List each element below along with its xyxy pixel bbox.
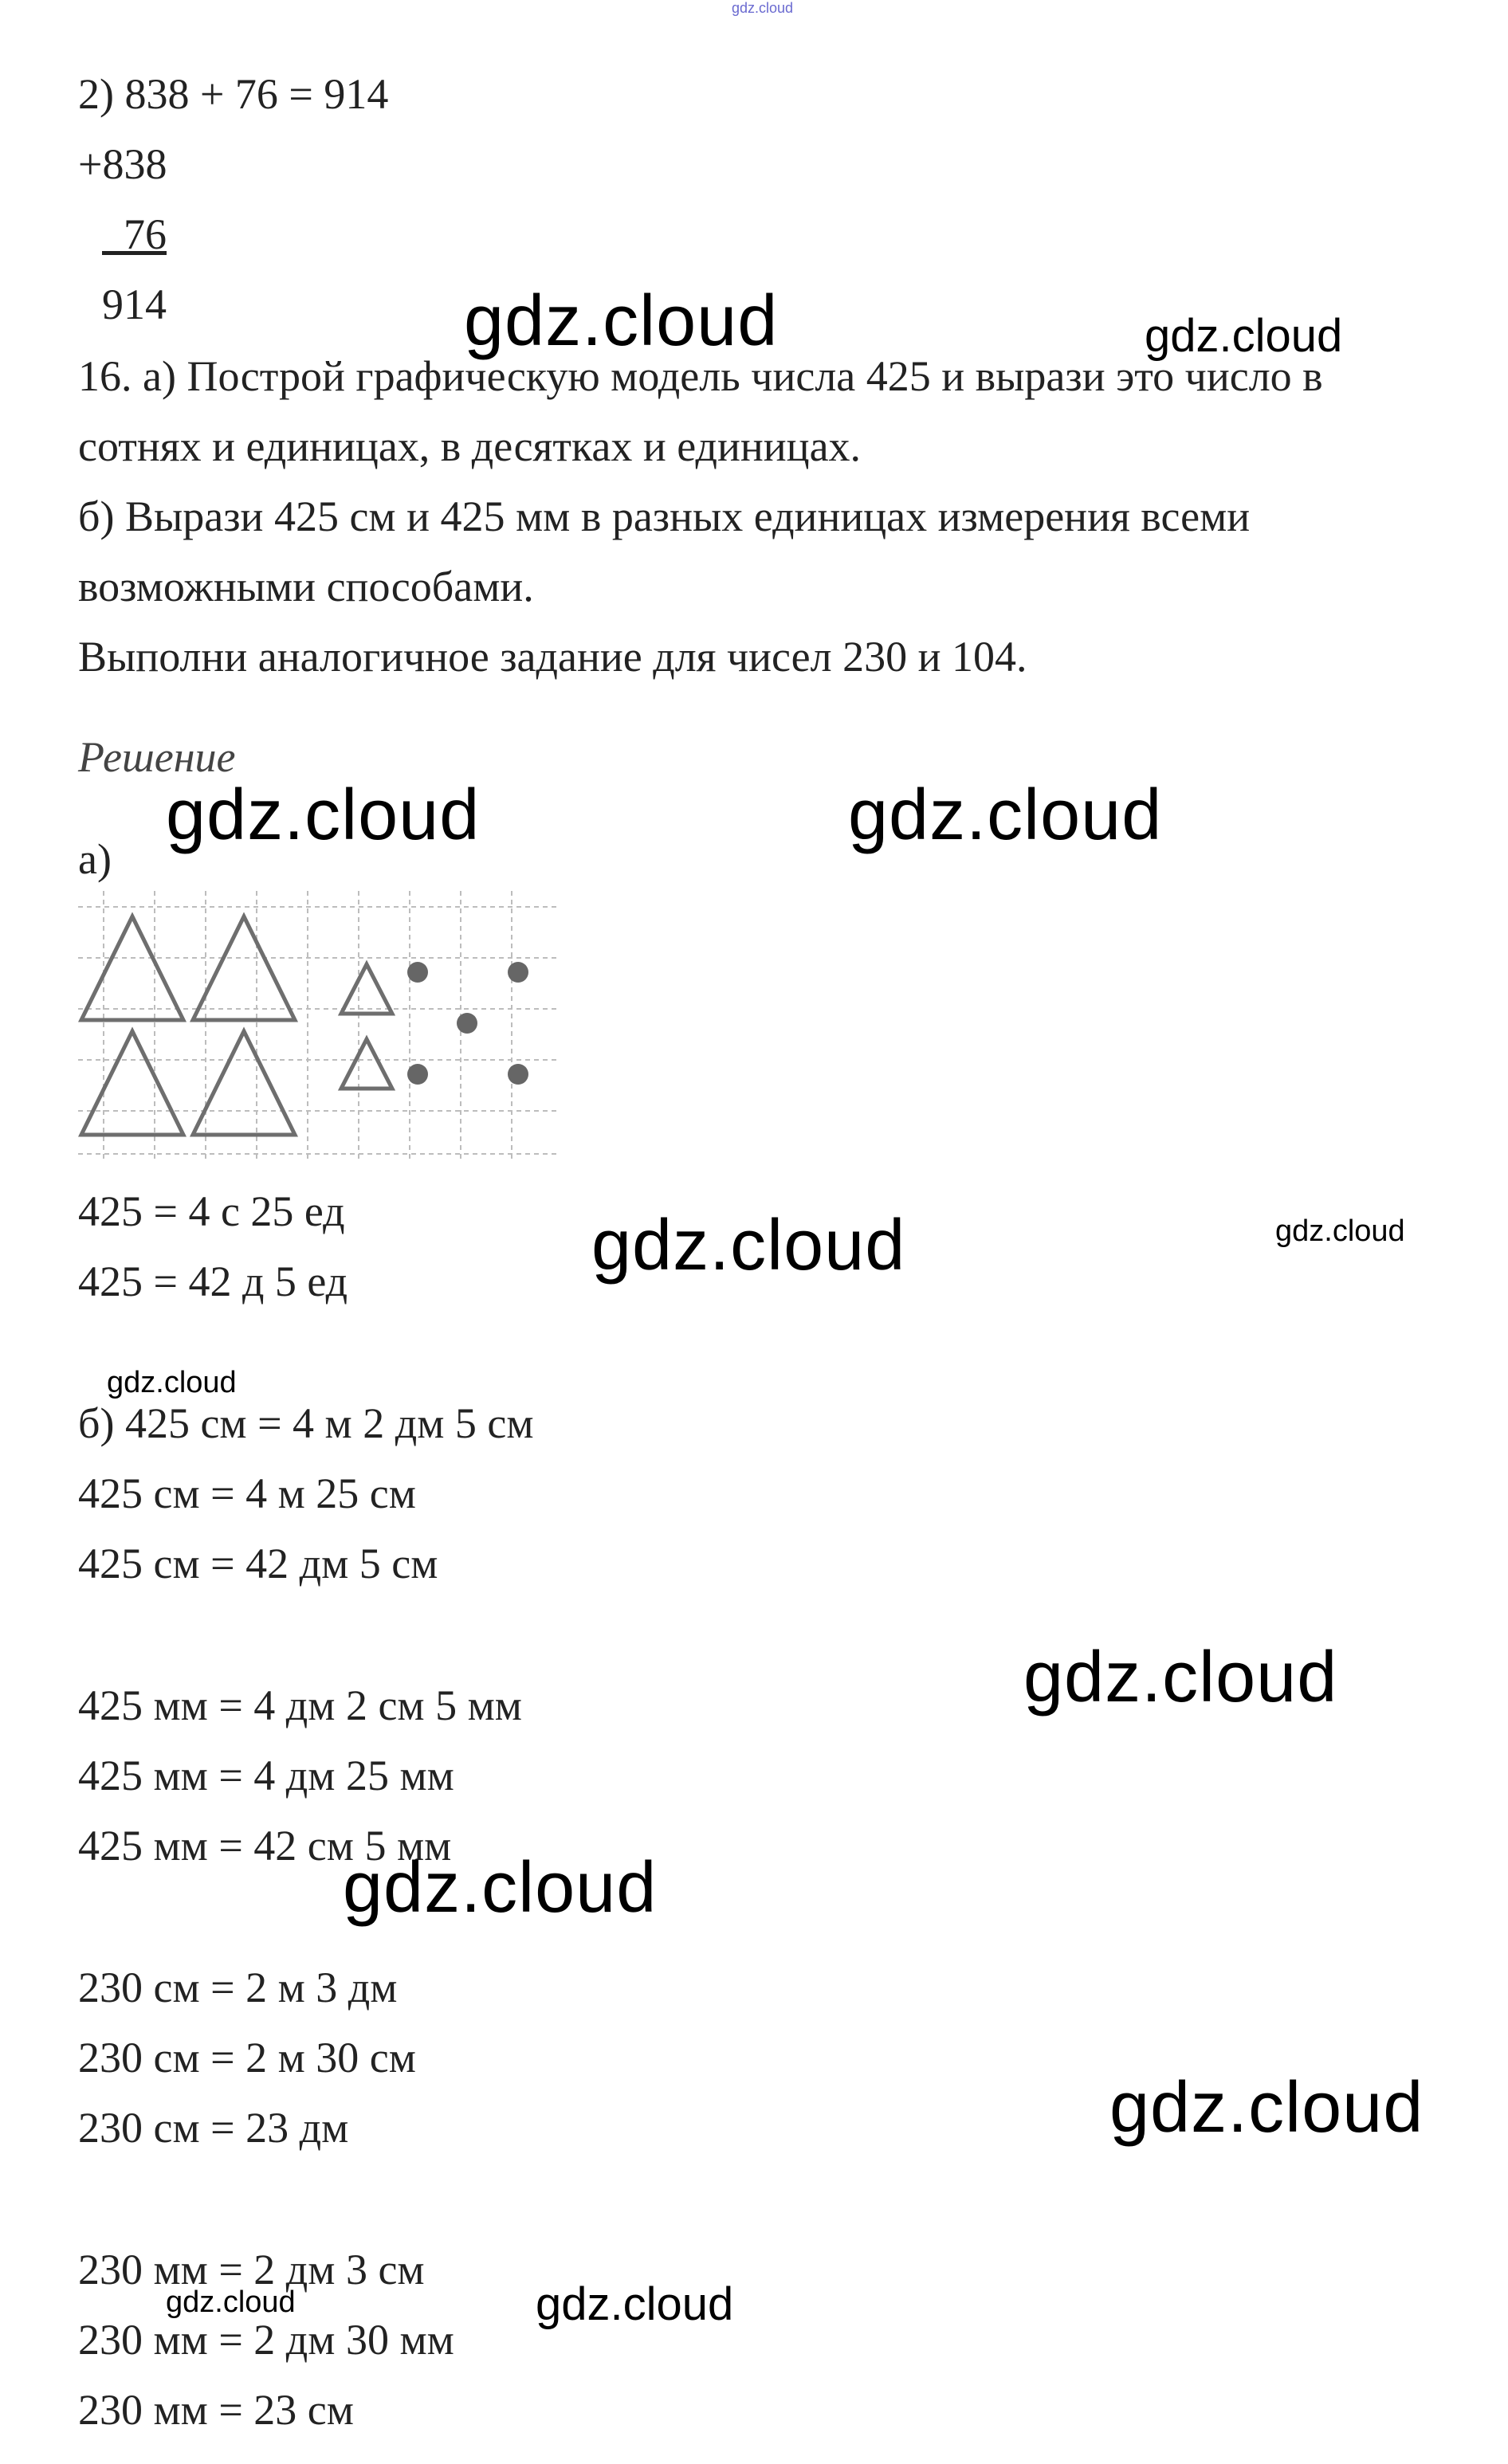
- calc-equation: 2) 838 + 76 = 914: [78, 70, 389, 118]
- calc-addend-2: 76: [102, 210, 167, 258]
- task-line-5: Выполни аналогичное задание для чисел 230 и 104.: [78, 633, 1027, 681]
- task-line-3: б) Вырази 425 см и 425 мм в разных единицах измерения всеми: [78, 492, 1251, 540]
- watermark: gdz.cloud: [536, 2278, 734, 2330]
- watermark: gdz.cloud: [591, 1206, 906, 1285]
- watermark: gdz.cloud: [1109, 2068, 1424, 2148]
- answer-b-mm-2: 425 мм = 4 дм 25 мм: [78, 1752, 454, 1799]
- watermark: gdz.cloud: [166, 775, 481, 855]
- watermark: gdz.cloud: [464, 281, 779, 361]
- watermark: gdz.cloud: [848, 775, 1163, 855]
- answer-b-mm-1: 425 мм = 4 дм 2 см 5 мм: [78, 1681, 522, 1729]
- answer-230mm-2: 230 мм = 2 дм 30 мм: [78, 2316, 454, 2364]
- answer-230cm-3: 230 см = 23 дм: [78, 2104, 349, 2152]
- dot-icon: [457, 1013, 477, 1034]
- dot-icon: [407, 962, 428, 983]
- dot-icon: [508, 962, 528, 983]
- answer-b-cm-2: 425 см = 4 м 25 см: [78, 1469, 416, 1517]
- watermark: gdz.cloud: [1145, 310, 1343, 362]
- task-line-2: сотнях и единицах, в десятках и единицах.: [78, 422, 862, 470]
- task-line-4: возможными способами.: [78, 563, 534, 610]
- calc-addend-1: +838: [78, 140, 167, 188]
- watermark: gdz.cloud: [343, 1848, 658, 1928]
- number-model-figure: [78, 891, 556, 1162]
- watermark: gdz.cloud: [1275, 1214, 1405, 1248]
- answer-230mm-3: 230 мм = 23 см: [78, 2386, 354, 2434]
- watermark: gdz.cloud: [1023, 1638, 1338, 1717]
- answer-b-mm-3: 425 мм = 42 см 5 мм: [78, 1822, 452, 1870]
- calc-sum: 914: [102, 281, 167, 328]
- dot-icon: [407, 1064, 428, 1085]
- answer-230cm-2: 230 см = 2 м 30 см: [78, 2034, 416, 2081]
- answer-a-1: 425 = 4 с 25 ед: [78, 1187, 345, 1235]
- answer-b-cm-1: б) 425 см = 4 м 2 дм 5 см: [78, 1399, 534, 1447]
- answer-b-cm-3: 425 см = 42 дм 5 см: [78, 1540, 438, 1587]
- solution-heading: Решение: [78, 733, 236, 781]
- watermark: gdz.cloud: [166, 2285, 296, 2319]
- task-line-1: 16. а) Построй графическую модель числа 425 и вырази это число в: [78, 352, 1323, 400]
- watermark: gdz.cloud: [107, 1366, 237, 1399]
- dot-icon: [508, 1064, 528, 1085]
- answer-230mm-1: 230 мм = 2 дм 3 см: [78, 2246, 425, 2293]
- answer-a-2: 425 = 42 д 5 ед: [78, 1258, 348, 1305]
- part-a-label: а): [78, 835, 112, 883]
- top-watermark: gdz.cloud: [732, 0, 794, 16]
- answer-230cm-1: 230 см = 2 м 3 дм: [78, 1964, 398, 2011]
